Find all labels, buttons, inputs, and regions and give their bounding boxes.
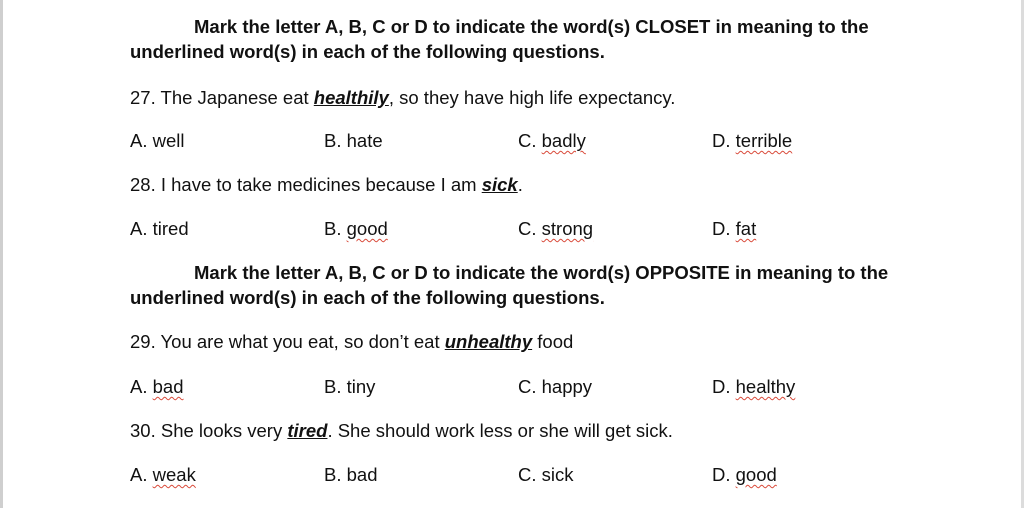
options-30 [130, 463, 970, 487]
question-text-after: . [517, 174, 523, 195]
underlined-keyword: healthily [313, 87, 389, 108]
option-c [518, 217, 593, 241]
option-text: sick [541, 464, 574, 485]
question-number: 28. [130, 174, 156, 195]
option-a [130, 375, 184, 399]
option-letter: D. [712, 464, 731, 485]
option-text: weak [152, 464, 196, 485]
option-letter: C. [518, 376, 537, 397]
option-d [712, 129, 792, 153]
option-b [324, 463, 378, 487]
option-b [324, 375, 375, 399]
option-text: good [346, 218, 388, 239]
option-text: hate [346, 130, 383, 151]
question-number: 29. [130, 331, 156, 352]
question-text-after: food [532, 331, 574, 352]
option-text: terrible [735, 130, 793, 151]
question-27 [130, 86, 675, 110]
underlined-keyword: tired [287, 420, 328, 441]
option-d [712, 217, 756, 241]
question-text-before: I have to take medicines because I am [160, 174, 477, 195]
option-text: tiny [346, 376, 376, 397]
option-letter: D. [712, 130, 731, 151]
option-text: badly [541, 130, 586, 151]
option-letter: B. [324, 464, 342, 485]
option-letter: C. [518, 218, 537, 239]
question-29 [130, 330, 573, 354]
option-letter: D. [712, 218, 731, 239]
option-letter: B. [324, 130, 342, 151]
instruction-closest: Mark the letter A, B, C or D to indicate the word(s) CLOSET in meaning to the underlined word(s) in each of the following questions. [130, 16, 869, 62]
instruction-opposite: Mark the letter A, B, C or D to indicate the word(s) OPPOSITE in meaning to the underlined word(s) in each of the following questions. [130, 262, 889, 308]
underlined-keyword: sick [481, 174, 518, 195]
option-letter: A. [130, 376, 148, 397]
question-text-before: The Japanese eat [160, 87, 309, 108]
option-letter: D. [712, 376, 731, 397]
option-a [130, 463, 196, 487]
question-text-before: She looks very [160, 420, 283, 441]
options-27 [130, 129, 970, 153]
question-number: 27. [130, 87, 156, 108]
option-letter: A. [130, 130, 148, 151]
question-30 [130, 419, 673, 443]
option-b [324, 217, 388, 241]
question-text-after: , so they have high life expectancy. [388, 87, 676, 108]
option-text: fat [735, 218, 757, 239]
option-text: good [735, 464, 777, 485]
option-text: bad [346, 464, 378, 485]
question-text-after: . She should work less or she will get sick. [327, 420, 673, 441]
question-28 [130, 173, 523, 197]
options-28 [130, 217, 970, 241]
option-d [712, 463, 777, 487]
option-text: happy [541, 376, 593, 397]
option-text: well [152, 130, 185, 151]
option-letter: C. [518, 464, 537, 485]
option-letter: A. [130, 464, 148, 485]
option-text: tired [152, 218, 189, 239]
option-text: healthy [735, 376, 796, 397]
option-d [712, 375, 795, 399]
option-c [518, 463, 574, 487]
option-letter: C. [518, 130, 537, 151]
option-a [130, 217, 189, 241]
option-a [130, 129, 185, 153]
option-text: strong [541, 218, 594, 239]
underlined-keyword: unhealthy [444, 331, 533, 352]
option-letter: B. [324, 218, 342, 239]
question-text-before: You are what you eat, so don’t eat [160, 331, 440, 352]
options-29 [130, 375, 970, 399]
option-text: bad [152, 376, 184, 397]
question-number: 30. [130, 420, 156, 441]
option-c [518, 375, 592, 399]
option-letter: A. [130, 218, 148, 239]
option-b [324, 129, 383, 153]
option-c [518, 129, 586, 153]
option-letter: B. [324, 376, 342, 397]
